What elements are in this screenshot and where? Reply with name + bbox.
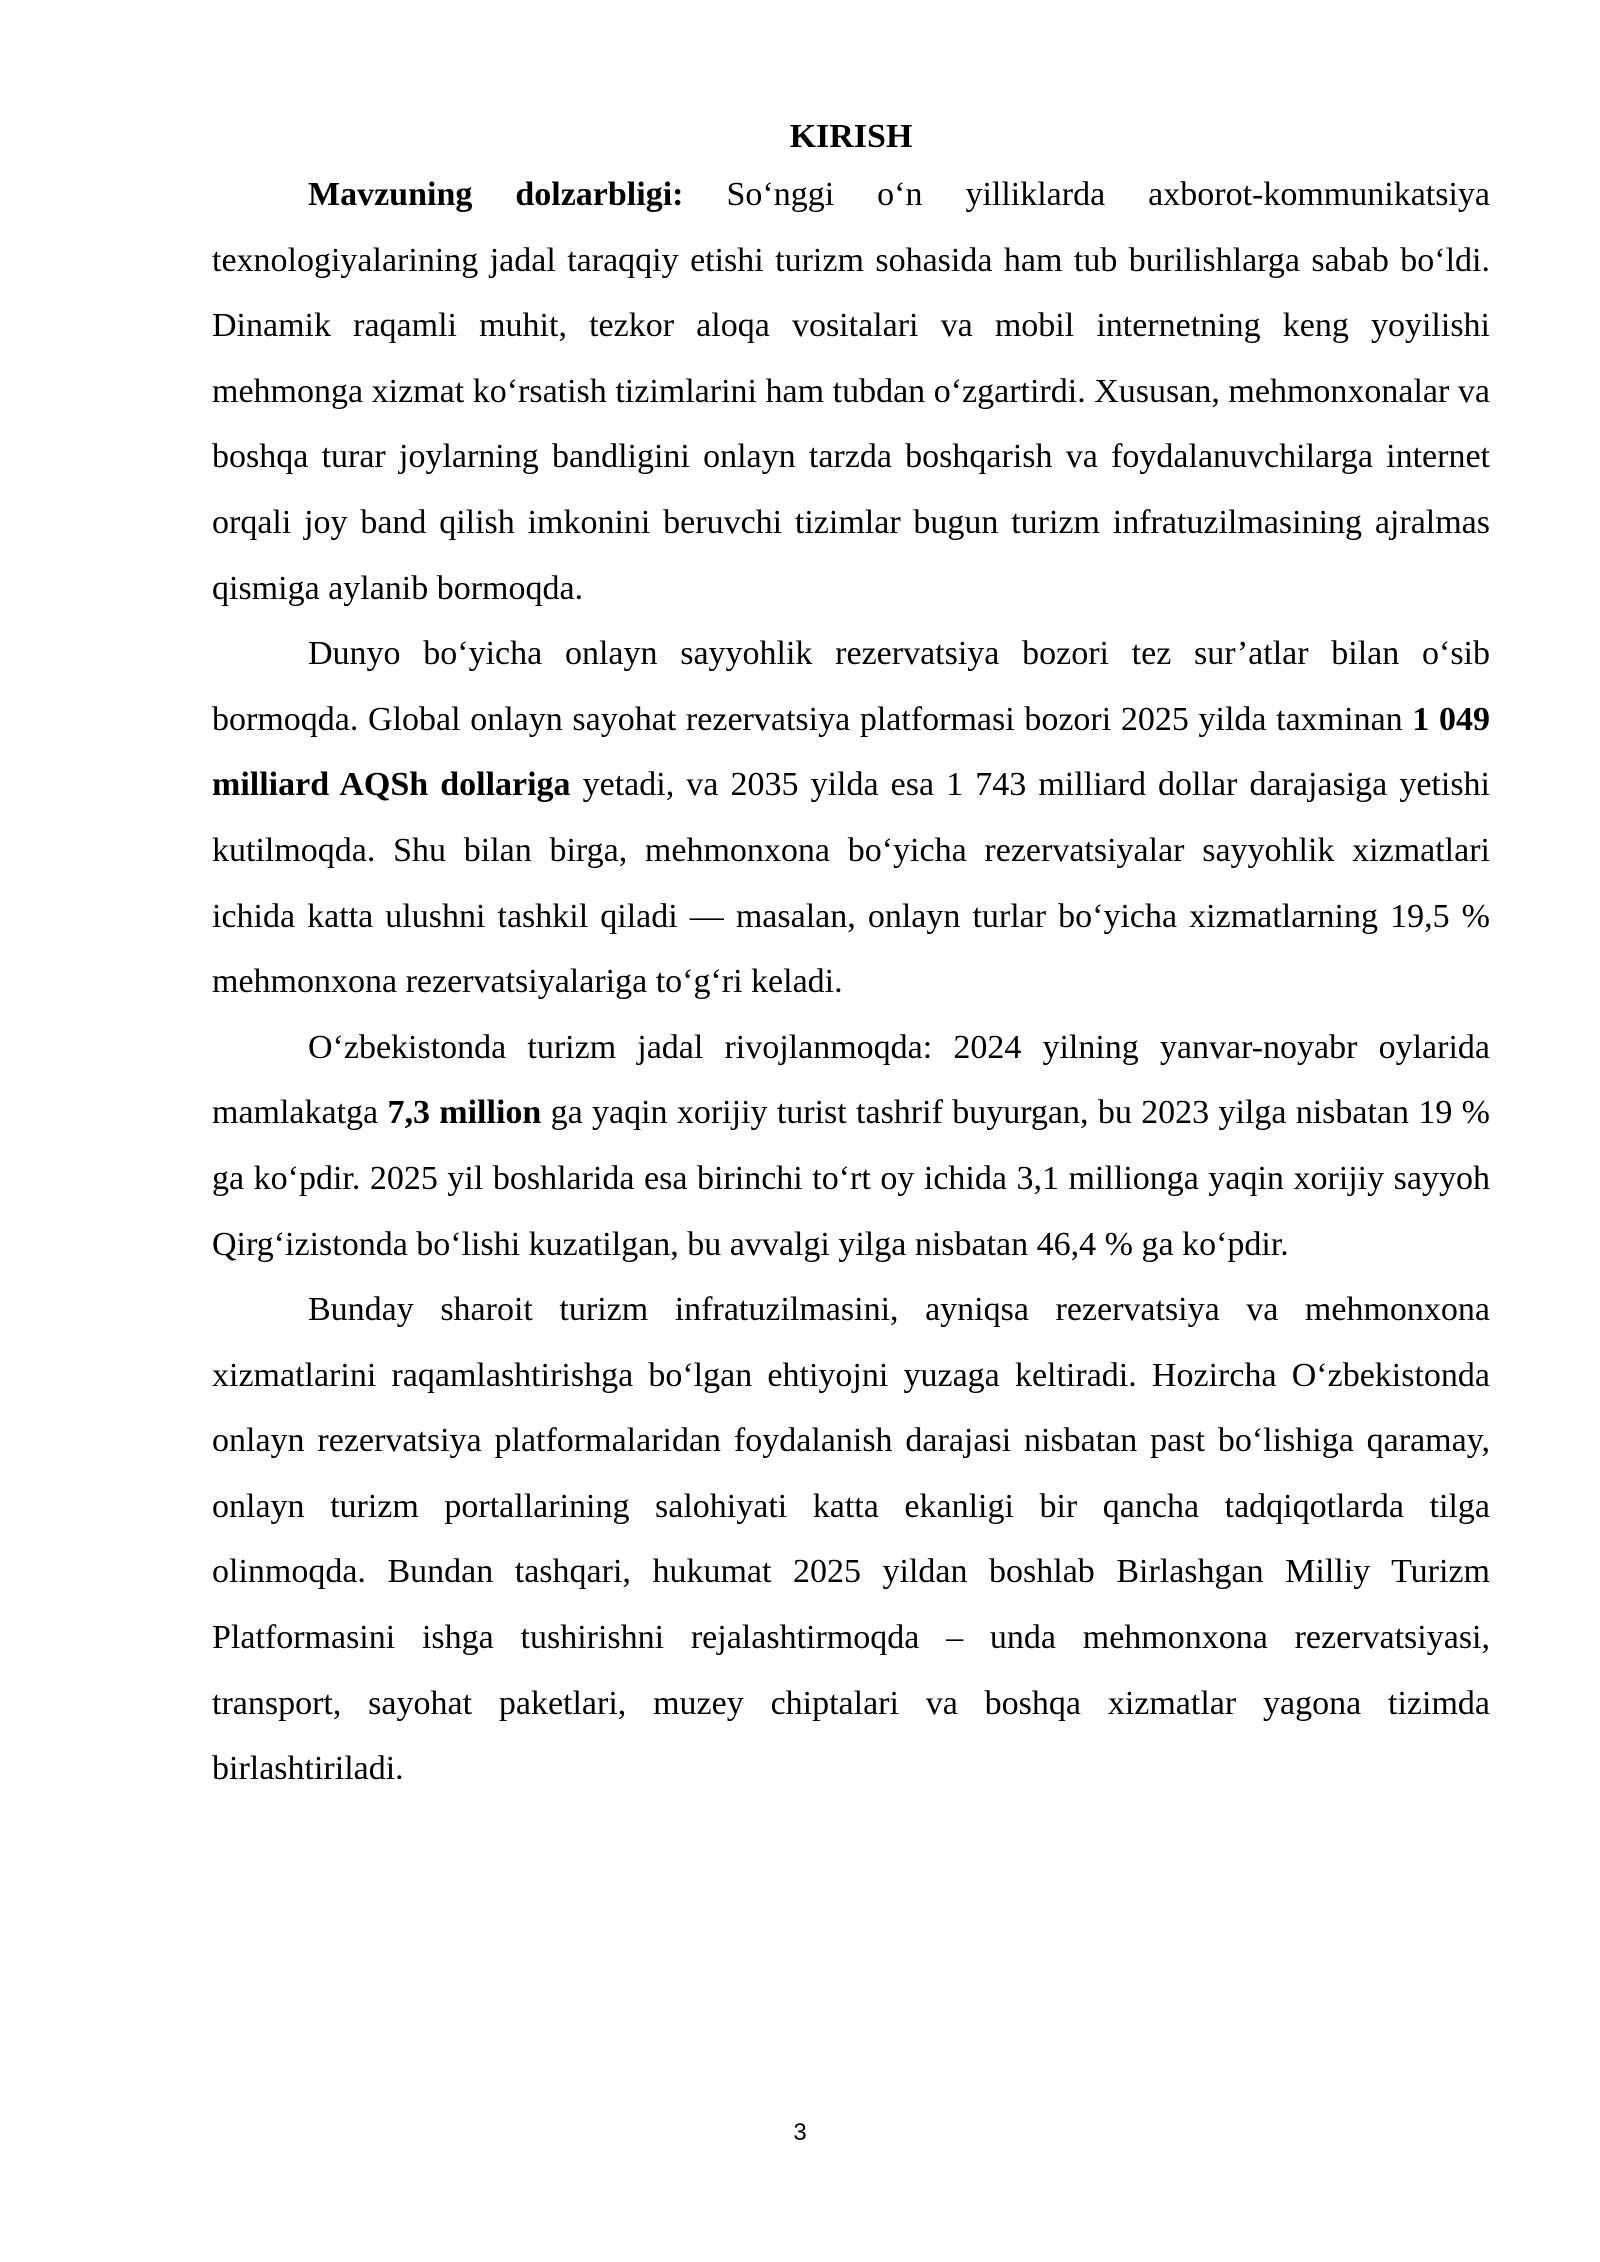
section-heading: KIRISH: [789, 118, 913, 155]
text-run: Dunyo bo‘yicha onlayn sayyohlik rezervatsiya bozori tez sur’atlar bilan o‘sib bormoqda. Global onlayn sayohat rezervatsiya platformasi bozori 2025 yilda taxminan: [212, 635, 1490, 738]
paragraph-relevance: [212, 162, 1490, 621]
bold-run: 1 049 milliard AQSh dollariga: [212, 700, 1490, 804]
text-run: ga yaqin xorijiy turist tashrif buyurgan, bu 2023 yilga nisbatan 19 % ga ko‘pdir. 2025 yil boshlarida esa birinchi to‘rt oy ichida 3,1 millionga yaqin xorijiy sayyoh Qirg‘izistonda bo‘lishi kuzatilgan, bu avvalgi yilga nisbatan 46,4 % ga ko‘pdir.: [212, 1094, 1490, 1263]
text-run: O‘zbekistonda turizm jadal rivojlanmoqda: 2024 yilning yanvar-noyabr oylarida mamlakatga: [212, 1028, 1490, 1132]
text-run: Bunday sharoit turizm infratuzilmasini, ayniqsa rezervatsiya va mehmonxona xizmatlarini raqamlashtirishga bo‘lgan ehtiyojni yuzaga keltiradi. Hozircha O‘zbekistonda onlayn rezervatsiya platformalaridan foydalanish darajasi nisbatan past bo‘lishiga qaramay, onlayn turizm portallarining salohiyati katta ekanligi bir qancha tadqiqotlarda tilga olinmoqda. Bundan tashqari, hukumat 2025 yildan boshlab Birlashgan Milliy Turizm Platformasini ishga tushirishni rejalashtirmoqda – unda mehmonxona rezervatsiyasi, transport, sayohat paketlari, muzey chiptalari va boshqa xizmatlar yagona tizimda birlashtiriladi.: [212, 1291, 1490, 1788]
paragraph-uzbekistan-tourism: [212, 1015, 1490, 1277]
text-run: yetadi, va 2035 yilda esa 1 743 milliard dollar darajasiga yetishi kutilmoqda. Shu bilan birga, mehmonxona bo‘yicha rezervatsiyalar sayyohlik xizmatlari ichida katta ulushni tashkil qiladi — masalan, onlayn turlar bo‘yicha xizmatlarning 19,5 % mehmonxona rezervatsiyalariga to‘g‘ri keladi.: [212, 766, 1490, 1001]
document-page: [212, 112, 1490, 1802]
paragraph-global-market: [212, 621, 1490, 1015]
page-number: 3: [793, 2119, 807, 2146]
bold-run: Mavzuning dolzarbligi:: [308, 176, 684, 213]
text-run: So‘nggi o‘n yilliklarda axborot-kommunikatsiya texnologiyalarining jadal taraqqiy etishi turizm sohasida ham tub burilishlarga sabab bo‘ldi. Dinamik raqamli muhit, tezkor aloqa vositalari va mobil internetning keng yoyilishi mehmonga xizmat ko‘rsatish tizimlarini ham tubdan o‘zgartirdi. Xususan, mehmonxonalar va boshqa turar joylarning bandligini onlayn tarzda boshqarish va foydalanuvchilarga internet orqali joy band qilish imkonini beruvchi tizimlar bugun turizm infratuzilmasining ajralmas qismiga aylanib bormoqda.: [212, 176, 1491, 607]
bold-run: 7,3 million: [387, 1094, 542, 1132]
paragraph-digitalization: [212, 1277, 1490, 1802]
